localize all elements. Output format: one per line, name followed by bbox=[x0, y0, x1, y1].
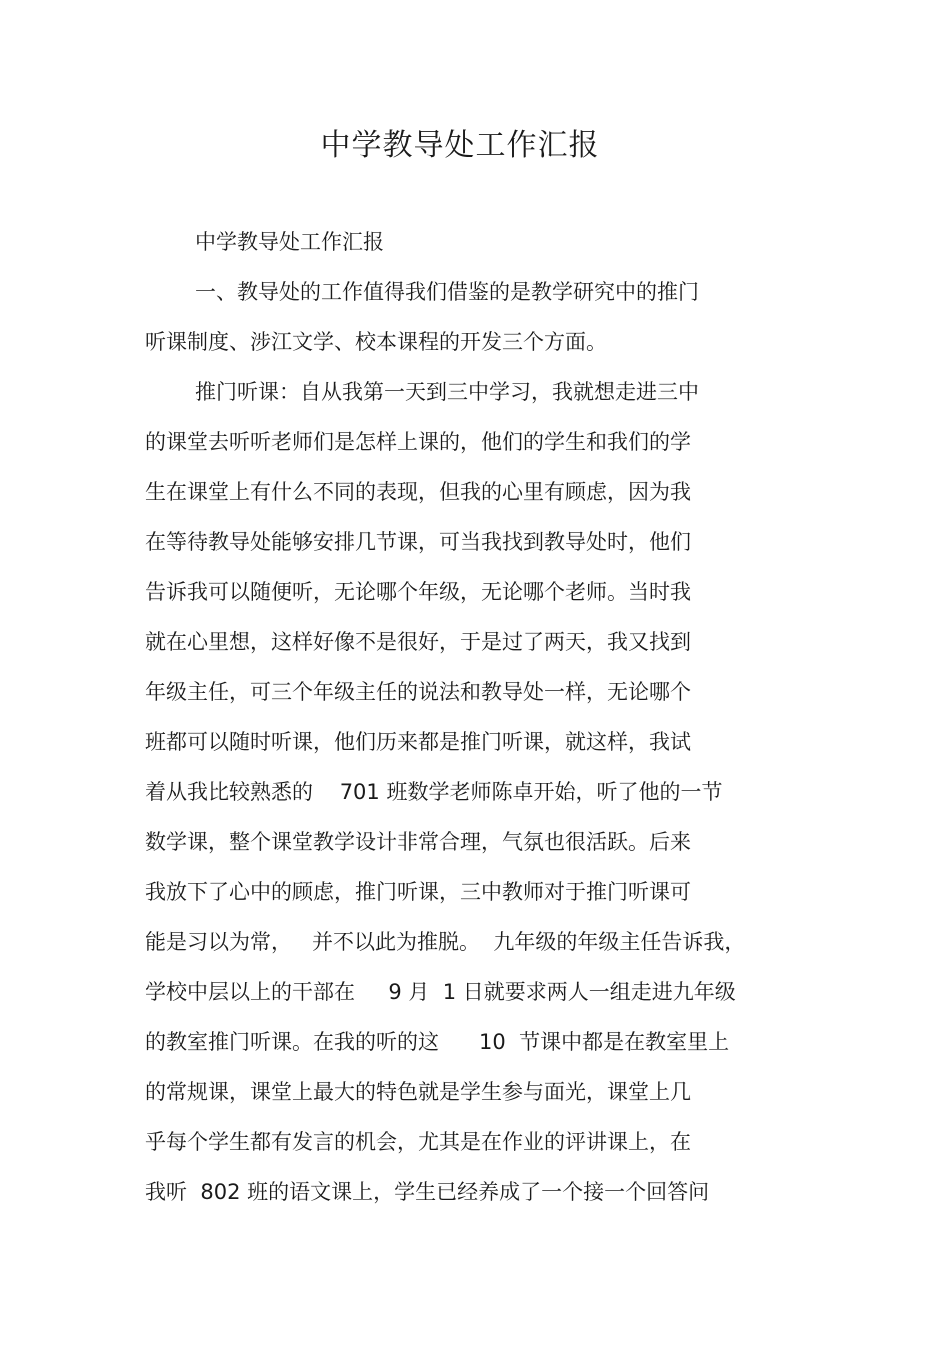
text-line: 着从我比较熟悉的 701 班数学老师陈卓开始，听了他的一节 bbox=[145, 780, 723, 804]
text-line: 就在心里想，这样好像不是很好，于是过了两天，我又找到 bbox=[145, 630, 691, 654]
text-line: 听课制度、涉江文学、校本课程的开发三个方面。 bbox=[145, 330, 607, 354]
text-line: 的课堂去听听老师们是怎样上课的，他们的学生和我们的学 bbox=[145, 430, 691, 454]
text-line: 我听 802 班的语文课上，学生已经养成了一个接一个回答问 bbox=[145, 1180, 710, 1204]
text-line: 的教室推门听课。在我的听的这 10 节课中都是在教室里上 bbox=[145, 1030, 730, 1054]
text-line: 学校中层以上的干部在 9 月 1 日就要求两人一组走进九年级 bbox=[145, 980, 736, 1004]
text-line: 年级主任，可三个年级主任的说法和教导处一样，无论哪个 bbox=[145, 680, 691, 704]
text-line: 班都可以随时听课，他们历来都是推门听课，就这样，我试 bbox=[145, 730, 691, 754]
text-line: 的常规课，课堂上最大的特色就是学生参与面光，课堂上几 bbox=[145, 1080, 691, 1104]
text-line: 乎每个学生都有发言的机会，尤其是在作业的评讲课上，在 bbox=[145, 1130, 691, 1154]
text-line: 推门听课：自从我第一天到三中学习，我就想走进三中 bbox=[195, 380, 699, 404]
document-title: 中学教导处工作汇报 bbox=[320, 128, 600, 163]
text-line: 告诉我可以随便听，无论哪个年级，无论哪个老师。当时我 bbox=[145, 580, 691, 604]
text-line: 在等待教导处能够安排几节课，可当我找到教导处时，他们 bbox=[145, 530, 691, 554]
text-line: 我放下了心中的顾虑，推门听课，三中教师对于推门听课可 bbox=[145, 880, 691, 904]
text-line: 能是习以为常， 并不以此为推脱。 九年级的年级主任告诉我， bbox=[145, 930, 746, 954]
text-line: 数学课，整个课堂教学设计非常合理，气氛也很活跃。后来 bbox=[145, 830, 691, 854]
text-line: 生在课堂上有什么不同的表现，但我的心里有顾虑，因为我 bbox=[145, 480, 691, 504]
text-line: 中学教导处工作汇报 bbox=[195, 230, 384, 254]
text-line: 一、教导处的工作值得我们借鉴的是教学研究中的推门 bbox=[195, 280, 699, 304]
